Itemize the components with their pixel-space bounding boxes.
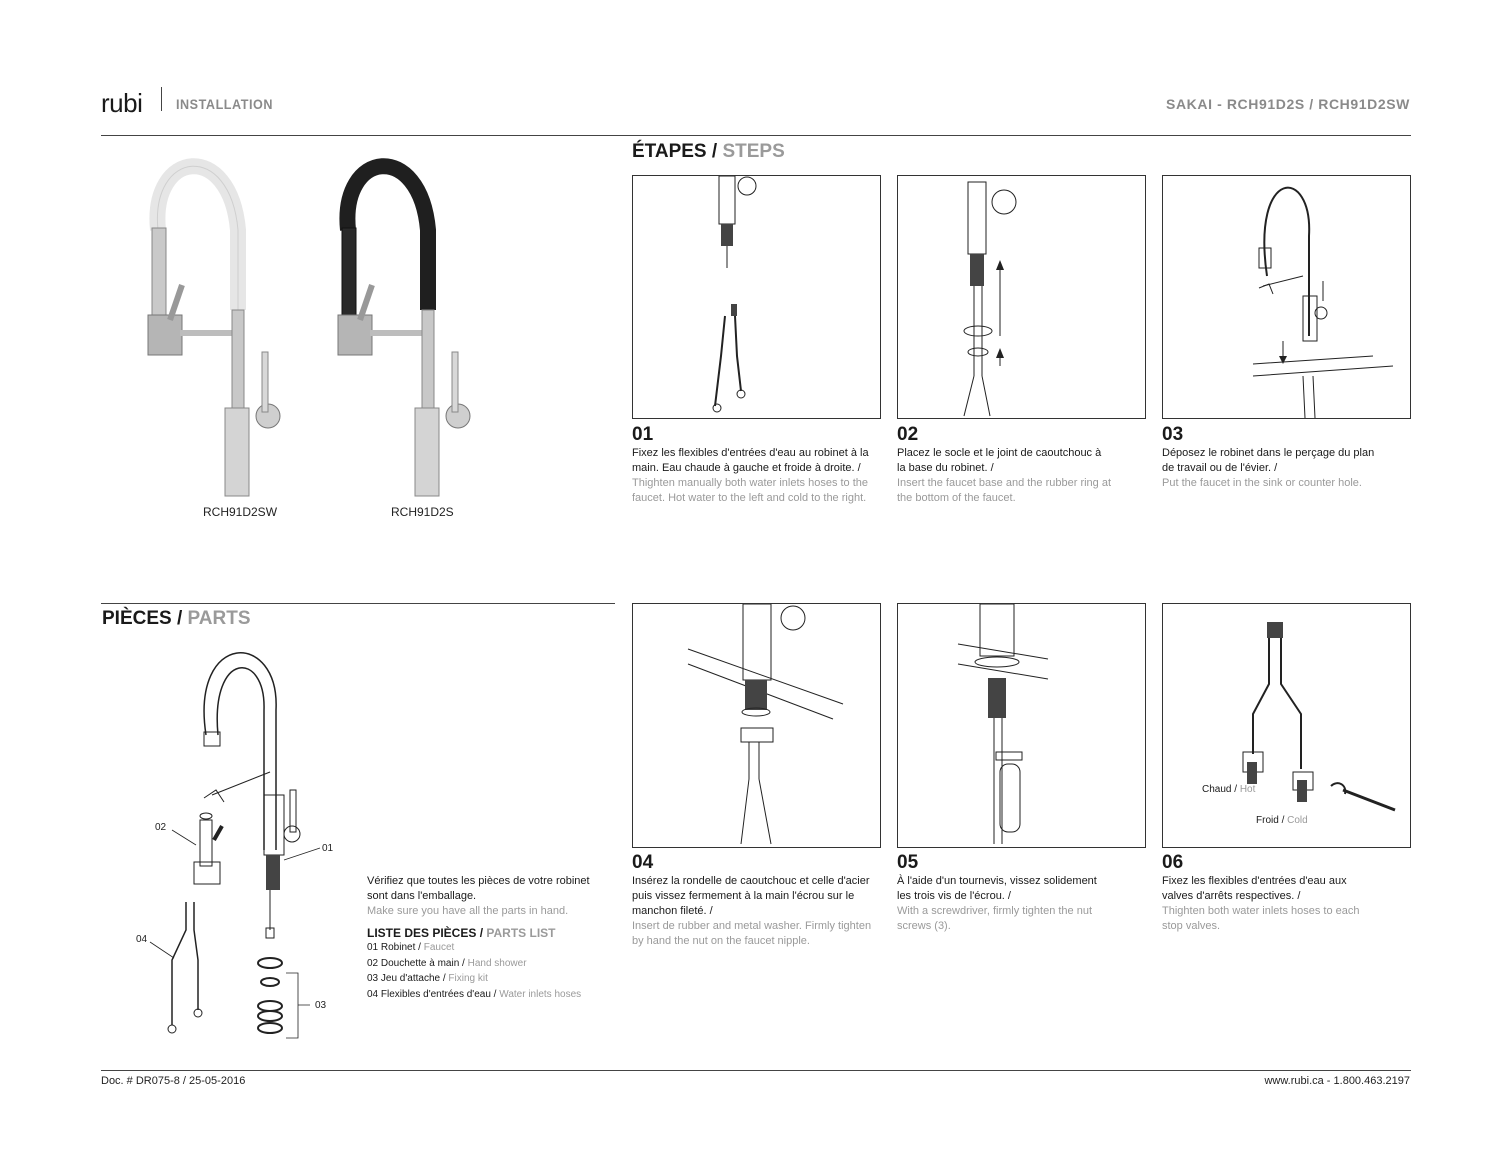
step-06-illustration — [1162, 603, 1411, 848]
step-01-illustration — [632, 175, 881, 419]
steps-title-sep: / — [706, 141, 723, 162]
parts-title-sep: / — [171, 608, 188, 629]
brand-logo: rubi — [101, 88, 143, 118]
callout-03: 03 — [315, 1000, 327, 1011]
parts-list — [367, 940, 612, 1002]
footer-contact: www.rubi.ca - 1.800.463.2197 — [1264, 1075, 1410, 1087]
parts-item-fr: 03 Jeu d'attache — [367, 973, 441, 984]
step-04-illustration — [632, 603, 881, 848]
step-03-illustration — [1162, 175, 1411, 419]
step-01-fr: Fixez les flexibles d'entrées d'eau au robinet à la main. Eau chaude à gauche et froide à droite. / — [632, 447, 869, 474]
product-photo-black — [310, 150, 490, 500]
step-06-en: Thighten both water inlets hoses to each stop valves. — [1162, 905, 1360, 932]
step-06-hot-label — [1202, 784, 1255, 795]
parts-item-en: Water inlets hoses — [499, 988, 582, 1000]
parts-title-fr: PIÈCES — [102, 608, 172, 629]
step-04-number: 04 — [632, 852, 654, 873]
step-01-text — [632, 424, 882, 506]
parts-list-item: 04 Flexibles d'entrées d'eau / Water inlets hoses — [367, 988, 582, 1000]
hot-label-en: Hot — [1239, 784, 1256, 795]
parts-item-en: Fixing kit — [448, 973, 488, 984]
step-02-illustration — [897, 175, 1146, 419]
callout-02: 02 — [155, 822, 167, 833]
step-03-text — [1162, 424, 1387, 491]
step-02-en: Insert the faucet base and the rubber ring at the bottom of the faucet. — [897, 477, 1112, 504]
step-05-fr: À l'aide d'un tournevis, vissez solidement les trois vis de l'écrou. / — [897, 875, 1097, 902]
step-05-illustration — [897, 603, 1146, 848]
parts-section-title — [102, 608, 251, 630]
parts-title-en: PARTS — [187, 608, 251, 629]
parts-item-fr: 02 Douchette à main — [367, 957, 460, 969]
hot-label-fr: Chaud — [1202, 784, 1232, 795]
parts-list-item: 01 Robinet / Faucet — [367, 942, 455, 953]
step-06-text — [1162, 852, 1362, 934]
step-05-text — [897, 852, 1112, 934]
step-01-number: 01 — [632, 424, 654, 445]
footer-doc-ref: Doc. # DR075-8 / 25-05-2016 — [101, 1075, 246, 1087]
parts-list-title-sep: / — [476, 926, 487, 940]
parts-item-fr: 04 Flexibles d'entrées d'eau — [367, 988, 491, 1000]
product-code-white: RCH91D2SW — [203, 505, 278, 519]
steps-title-en: STEPS — [722, 141, 785, 162]
parts-list-title — [367, 926, 612, 940]
step-06-fr: Fixez les flexibles d'entrées d'eau aux valves d'arrêts respectives. / — [1162, 875, 1347, 902]
header-section-title: INSTALLATION — [176, 96, 274, 112]
step-04-text — [632, 852, 884, 949]
callout-04: 04 — [136, 934, 148, 945]
step-03-number: 03 — [1162, 424, 1184, 445]
step-06-cold-label — [1256, 815, 1308, 826]
parts-list-item: 03 Jeu d'attache / Fixing kit — [367, 973, 488, 984]
header-model-title: SAKAI - RCH91D2S / RCH91D2SW — [1166, 96, 1410, 112]
step-04-fr: Insérez la rondelle de caoutchouc et celle d'acier puis vissez fermement à la main l'écrou sur le manchon fileté. / — [632, 875, 870, 917]
cold-label-en: Cold — [1287, 815, 1308, 826]
step-05-number: 05 — [897, 852, 919, 873]
parts-rule — [101, 603, 615, 604]
product-photo-white — [120, 150, 300, 500]
parts-list-title-fr: LISTE DES PIÈCES — [367, 926, 477, 940]
step-02-number: 02 — [897, 424, 919, 445]
step-06-number: 06 — [1162, 852, 1184, 873]
step-04-en: Insert de rubber and metal washer. Firmly tighten by hand the nut on the faucet nipple. — [632, 920, 872, 947]
step-03-en: Put the faucet in the sink or counter hole. — [1162, 477, 1362, 489]
step-05-en: With a screwdriver, firmly tighten the nut screws (3). — [897, 905, 1093, 932]
logo-divider — [161, 87, 162, 111]
parts-check-fr: Vérifiez que toutes les pièces de votre robinet sont dans l'emballage. — [367, 875, 590, 902]
parts-diagram — [130, 640, 340, 1040]
hot-label-sep: / — [1231, 784, 1240, 795]
parts-description — [367, 874, 612, 1002]
step-02-text — [897, 424, 1112, 506]
parts-list-title-en: PARTS LIST — [486, 926, 556, 940]
cold-label-sep: / — [1278, 815, 1288, 826]
steps-section-title — [632, 141, 785, 163]
parts-check-en: Make sure you have all the parts in hand. — [367, 905, 569, 917]
parts-item-fr: 01 Robinet — [367, 942, 416, 953]
cold-label-fr: Froid — [1256, 815, 1279, 826]
parts-list-item: 02 Douchette à main / Hand shower — [367, 957, 527, 969]
step-02-fr: Placez le socle et le joint de caoutchouc à la base du robinet. / — [897, 447, 1102, 474]
steps-title-fr: ÉTAPES — [632, 141, 707, 162]
callout-01: 01 — [322, 843, 334, 854]
footer-rule — [101, 1070, 1411, 1071]
product-code-black: RCH91D2S — [391, 505, 454, 519]
step-01-en: Thighten manually both water inlets hoses to the faucet. Hot water to the left and cold to the right. — [632, 477, 869, 504]
step-03-fr: Déposez le robinet dans le perçage du plan de travail ou de l'évier. / — [1162, 447, 1375, 474]
header-rule — [101, 135, 1411, 136]
parts-item-en: Hand shower — [467, 957, 527, 969]
parts-item-en: Faucet — [423, 942, 455, 953]
